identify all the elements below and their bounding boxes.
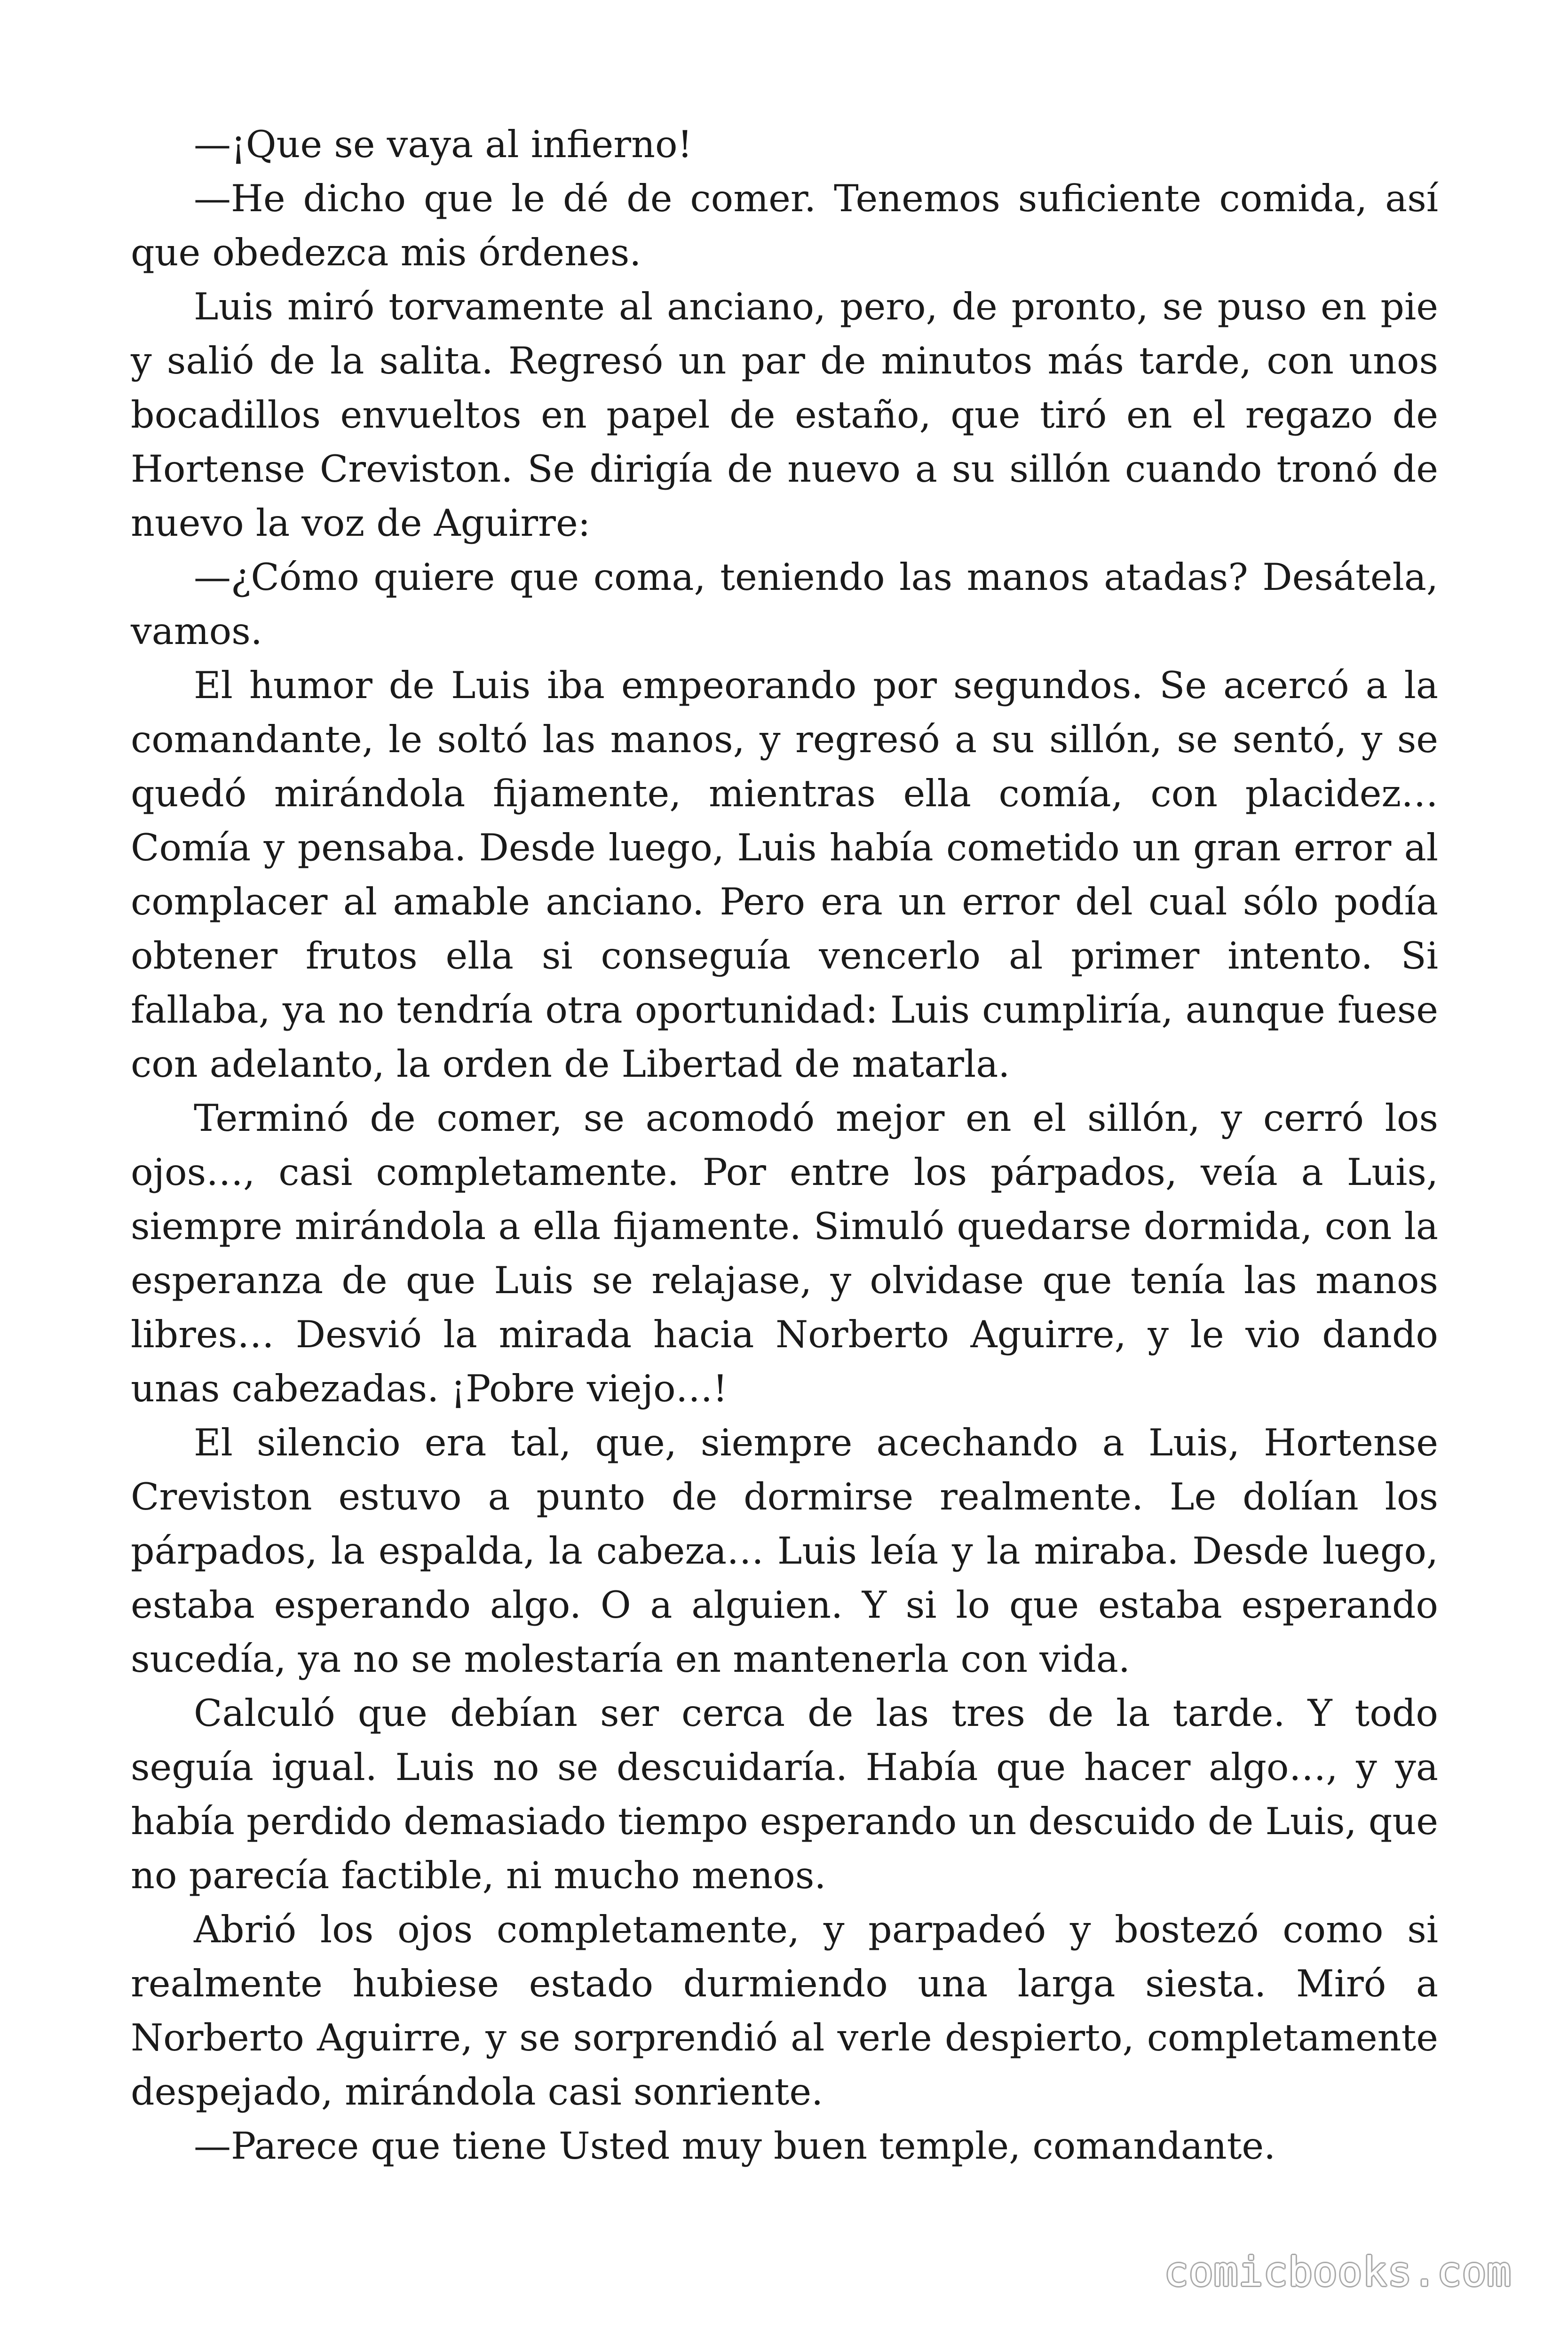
- paragraph: —Parece que tiene Usted muy buen temple, comandante.: [194, 2124, 1276, 2168]
- paragraph: —¿Cómo quiere que coma, teniendo las manos atadas? Desátela, vamos.: [131, 556, 1438, 653]
- paragraph: Abrió los ojos completamente, y parpadeó y bostezó como si realmente hubiese estado durmiendo una larga siesta. Miró a Norberto Aguirre, y se sorprendió al verle despierto, completamente despejado, mirándola casi sonriente.: [131, 1908, 1438, 2114]
- paragraph: El silencio era tal, que, siempre acechando a Luis, Hortense Creviston estuvo a punto de dormirse realmente. Le dolían los párpados, la espalda, la cabeza… Luis leía y la miraba. Desde luego, estaba esperando algo. O a alguien. Y si lo que estaba esperando sucedía, ya no se molestaría en mantenerla con vida.: [131, 1421, 1438, 1681]
- paragraph: Terminó de comer, se acomodó mejor en el sillón, y cerró los ojos…, casi completamente. Por entre los párpados, veía a Luis, siempre mirándola a ella fijamente. Simuló quedarse dormida, con la esperanza de que Luis se relajase, y olvidase que tenía las manos libres… Desvió la mirada hacia Norberto Aguirre, y le vio dando unas cabezadas. ¡Pobre viejo…!: [131, 1097, 1438, 1410]
- paragraph: Calculó que debían ser cerca de las tres de la tarde. Y todo seguía igual. Luis no se descuidaría. Había que hacer algo…, y ya había perdido demasiado tiempo esperando un descuido de Luis, que no parecía factible, ni mucho menos.: [131, 1692, 1438, 1897]
- watermark-text: comicbooks.com: [1164, 2249, 1512, 2296]
- paragraph: —He dicho que le dé de comer. Tenemos suficiente comida, así que obedezca mis órdenes.: [131, 177, 1438, 274]
- paragraph: El humor de Luis iba empeorando por segundos. Se acercó a la comandante, le soltó las manos, y regresó a su sillón, se sentó, y se quedó mirándola fijamente, mientras ella comía, con placidez… Comía y pensaba. Desde luego, Luis había cometido un gran error al complacer al amable anciano. Pero era un error del cual sólo podía obtener frutos ella si conseguía vencerlo al primer intento. Si fallaba, ya no tendría otra oportunidad: Luis cumpliría, aunque fuese con adelanto, la orden de Libertad de matarla.: [131, 664, 1438, 1086]
- body-text: [131, 118, 1438, 2173]
- paragraph: Luis miró torvamente al anciano, pero, de pronto, se puso en pie y salió de la salita. Regresó un par de minutos más tarde, con unos bocadillos envueltos en papel de estaño, que tiró en el regazo de Hortense Creviston. Se dirigía de nuevo a su sillón cuando tronó de nuevo la voz de Aguirre:: [131, 285, 1438, 545]
- paragraph: —¡Que se vaya al infierno!: [194, 123, 693, 166]
